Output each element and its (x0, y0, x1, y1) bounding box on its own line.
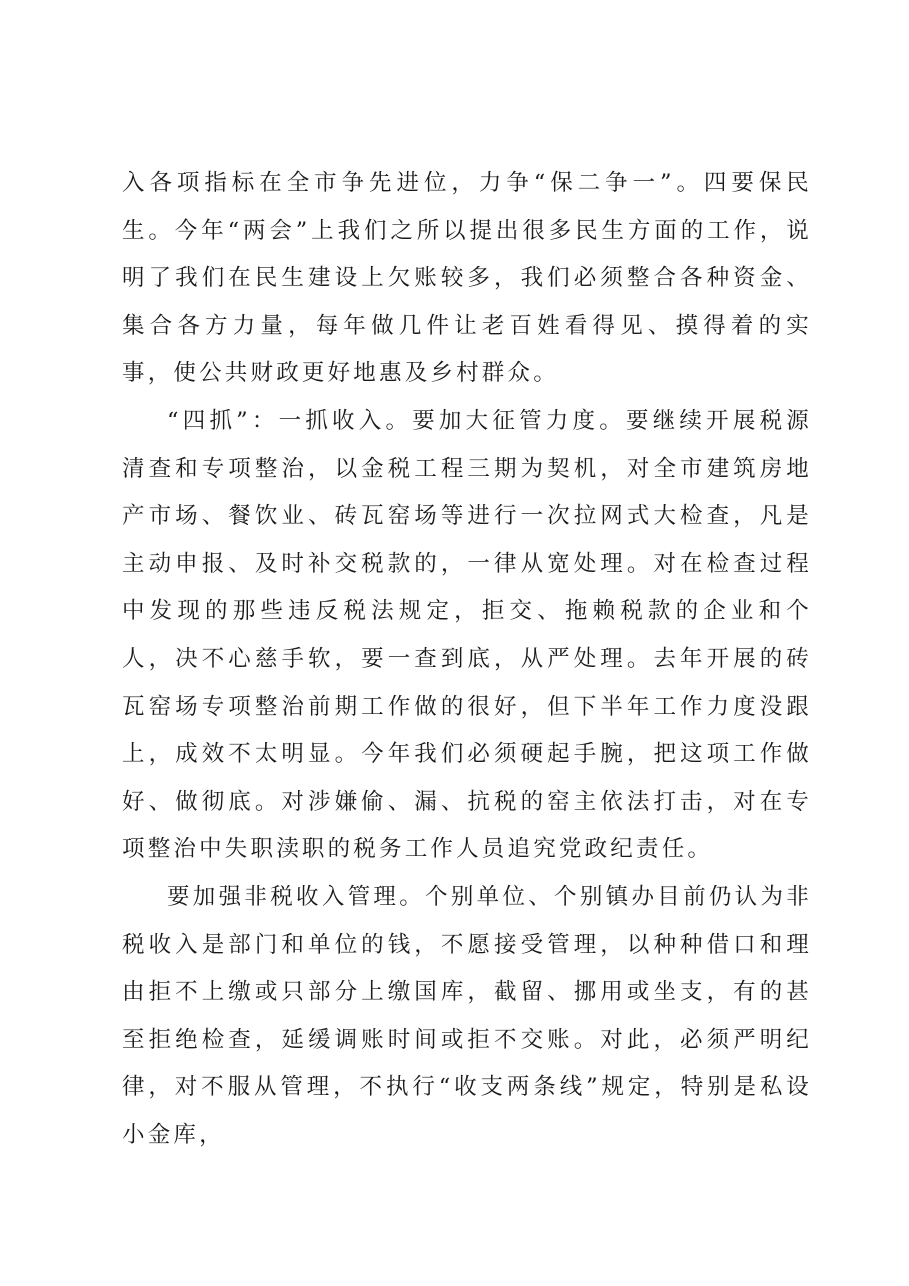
paragraph-2: “四抓”：一抓收入。要加大征管力度。要继续开展税源清查和专项整治，以金税工程三期为契机，对全市建筑房地产市场、餐饮业、砖瓦窑场等进行一次拉网式大检查，凡是主动申报、及时补交税款的，一律从宽处理。对在检查过程中发现的那些违反税法规定，拒交、拖赖税款的企业和个人，决不心慈手软，要一查到底，从严处理。去年开展的砖瓦窑场专项整治前期工作做的很好，但下半年工作力度没跟上，成效不太明显。今年我们必须硬起手腕，把这项工作做好、做彻底。对涉嫌偷、漏、抗税的窑主依法打击，对在专项整治中失职渎职的税务工作人员追究党政纪责任。 (122, 407, 812, 863)
document-body (122, 160, 812, 1159)
paragraph-3: 要加强非税收入管理。个别单位、个别镇办目前仍认为非税收入是部门和单位的钱，不愿接受管理，以种种借口和理由拒不上缴或只部分上缴国库，截留、挪用或坐支，有的甚至拒绝检查，延缓调账时间或拒不交账。对此，必须严明纪律，对不服从管理，不执行“收支两条线”规定，特别是私设小金库， (122, 883, 812, 1148)
paragraph-1: 入各项指标在全市争先进位，力争“保二争一”。四要保民生。今年“两会”上我们之所以提出很多民生方面的工作，说明了我们在民生建设上欠账较多，我们必须整合各种资金、集合各方力量，每年做几件让老百姓看得见、摸得着的实事，使公共财政更好地惠及乡村群众。 (122, 170, 812, 387)
